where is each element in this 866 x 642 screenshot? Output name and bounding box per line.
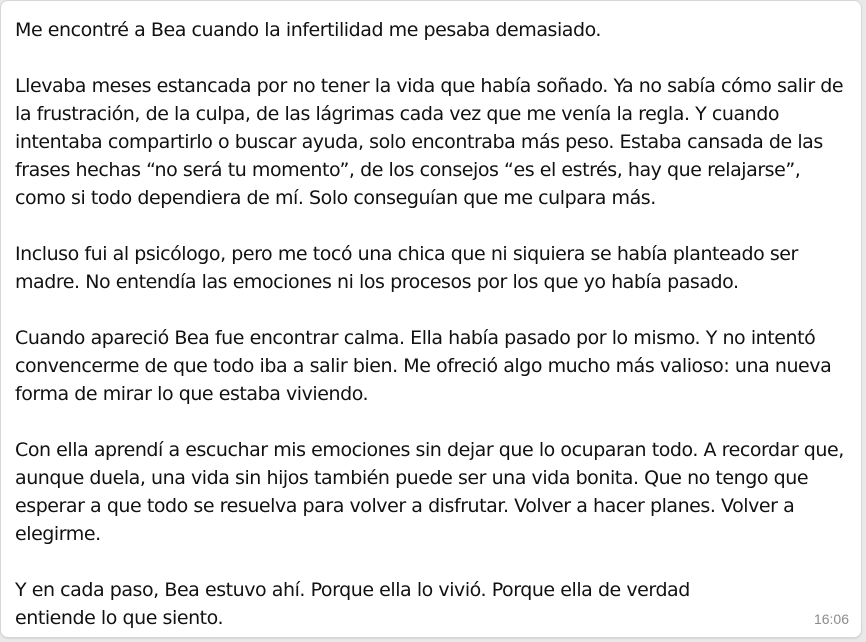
- message-paragraph: Me encontré a Bea cuando la infertilidad me pesaba demasiado.: [15, 19, 602, 41]
- message-text: [15, 16, 851, 632]
- message-paragraph: Incluso fui al psicólogo, pero me tocó una chica que ni siquiera se había planteado ser madre. No entendía las emociones ni los procesos por los que yo había pasado.: [15, 243, 798, 293]
- message-line: entiende lo que siento.: [15, 607, 224, 629]
- message-paragraph: [15, 576, 851, 632]
- message-paragraph: Llevaba meses estancada por no tener la vida que había soñado. Ya no sabía cómo salir de la frustración, de la culpa, de las lágrimas cada vez que me venía la regla. Y cuando intentaba compartirlo o buscar ayuda, solo encontraba más peso. Estaba cansada de las frases hechas “no será tu momento”, de los consejos “es el estrés, hay que relajarse”, como si todo dependiera de mí. Solo conseguían que me culpara más.: [15, 75, 844, 209]
- message-line: Y en cada paso, Bea estuvo ahí. Porque ella lo vivió. Porque ella de verdad: [15, 579, 690, 601]
- message-timestamp: 16:06: [813, 611, 849, 627]
- message-paragraph: Con ella aprendí a escuchar mis emociones sin dejar que lo ocuparan todo. A recordar que, aunque duela, una vida sin hijos también puede ser una vida bonita. Que no tengo que esperar a que todo se resuelva para volver a disfrutar. Volver a hacer planes. Volver a elegirme.: [15, 439, 844, 545]
- message-paragraph: Cuando apareció Bea fue encontrar calma. Ella había pasado por lo mismo. Y no intentó convencerme de que todo iba a salir bien. Me ofreció algo mucho más valioso: una nueva forma de mirar lo que estaba viviendo.: [15, 327, 832, 405]
